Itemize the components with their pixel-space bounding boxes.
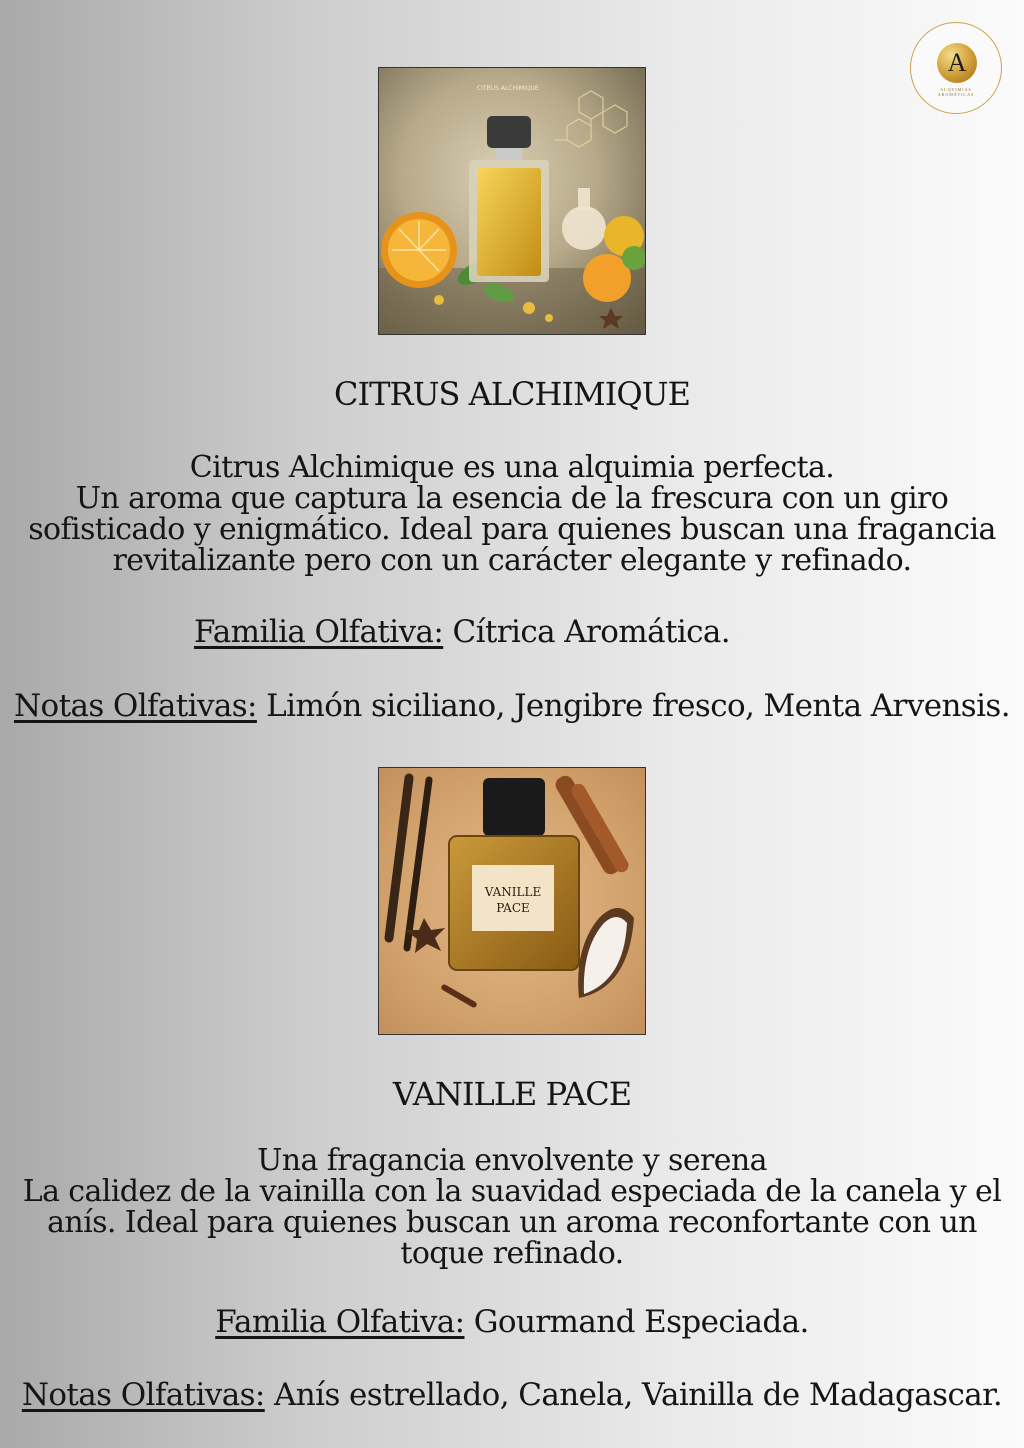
product-title-2: VANILLE PACE: [392, 1075, 632, 1113]
svg-text:PACE: PACE: [496, 901, 530, 915]
olfactory-family-value-2: Gourmand Especiada.: [464, 1304, 809, 1340]
svg-text:VANILLE: VANILLE: [484, 885, 542, 899]
product-description: Citrus Alchimique es una alquimia perfecta. Un aroma que captura la esencia de la frescura con un giro sofisticado y enigmático. Ideal para quienes buscan una fragancia revitalizante pero con un carácter elegante y refinado.: [28, 450, 996, 578]
logo-letter: A: [937, 43, 977, 83]
brand-logo: [910, 22, 1002, 114]
citrus-perfume-illustration: [379, 68, 646, 335]
vanille-pace-product-image: [378, 767, 646, 1035]
olfactory-family-value: Cítrica Aromática.: [443, 614, 731, 650]
olfactory-family-label-2: Familia Olfativa:: [215, 1304, 465, 1340]
logo-text: ALQUIMIAS AROMÁTICAS: [937, 87, 975, 97]
olfactory-notes-value: Limón siciliano, Jengibre fresco, Menta Arvensis.: [256, 688, 1010, 724]
olfactory-family-2: [0, 1304, 1024, 1340]
olfactory-notes-2: [0, 1377, 1024, 1413]
svg-text:CITRUS ALCHIMIQUE: CITRUS ALCHIMIQUE: [477, 85, 539, 92]
olfactory-notes: [0, 688, 1024, 724]
olfactory-family: [0, 614, 974, 650]
vanilla-perfume-illustration: [379, 768, 646, 1035]
citrus-alchimique-product-image: [378, 67, 646, 335]
olfactory-family-label: Familia Olfativa:: [193, 614, 444, 650]
olfactory-notes-value-2: Anís estrellado, Canela, Vainilla de Madagascar.: [264, 1377, 1003, 1413]
olfactory-notes-label-2: Notas Olfativas:: [21, 1377, 265, 1413]
olfactory-notes-label: Notas Olfativas:: [14, 688, 257, 724]
product-title: CITRUS ALCHIMIQUE: [334, 375, 690, 413]
product-description-2: Una fragancia envolvente y serena La calidez de la vainilla con la suavidad especiada de la canela y el anís. Ideal para quienes buscan un aroma reconfortante con un toque refinado.: [22, 1143, 1002, 1271]
